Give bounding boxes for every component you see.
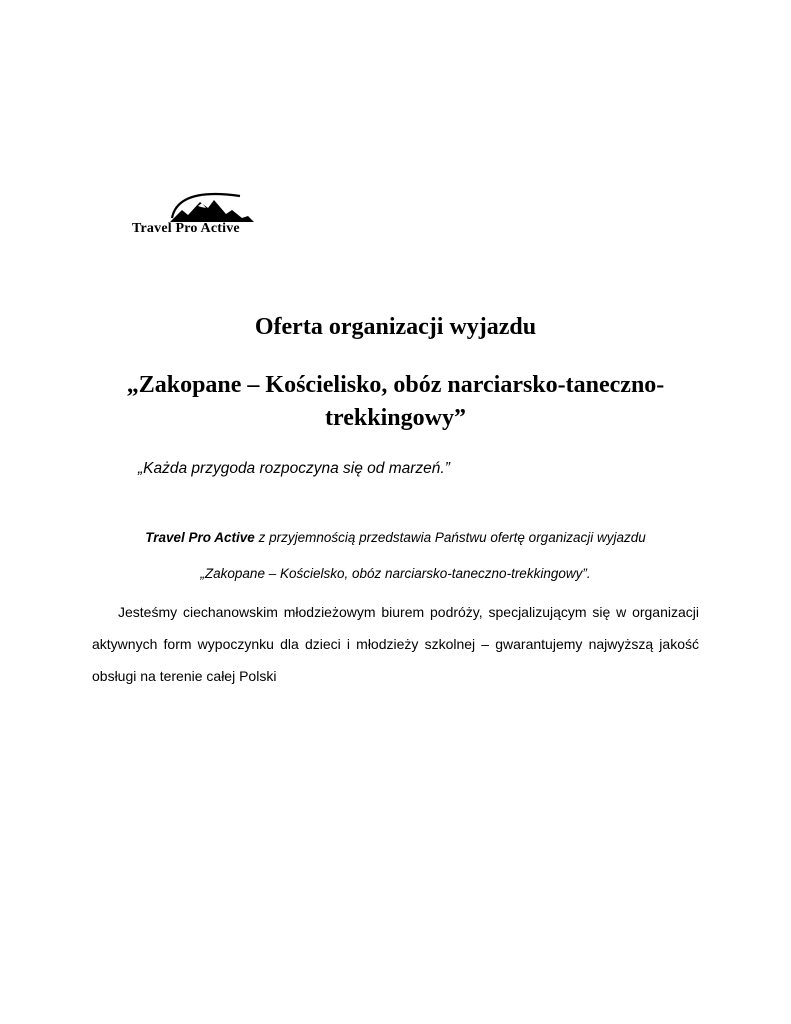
- body-paragraph: Jesteśmy ciechanowskim młodzieżowym biurem podróży, specjalizującym się w organizacji aktywnych form wypoczynku dla dzieci i młodzieży szkolnej – gwarantujemy najwyższą jakość obsługi na terenie całej Polski: [92, 604, 699, 684]
- mountain-logo-icon: [168, 188, 256, 224]
- intro-text: z przyjemnością przedstawia Państwu ofertę organizacji wyjazdu: [254, 530, 646, 545]
- trip-title: „Zakopane – Kościelisko, obóz narciarsko-taneczno-trekkingowy”: [126, 372, 665, 431]
- intro-brand: Travel Pro Active: [145, 530, 255, 545]
- company-logo: [132, 188, 297, 240]
- logo-text: Travel Pro Active: [132, 221, 240, 236]
- offer-title: Oferta organizacji wyjazdu: [254, 314, 537, 340]
- motto: „Każda przygoda rozpoczyna się od marzeń.”: [138, 460, 450, 477]
- intro-trip-name: „Zakopane – Kościelsko, obóz narciarsko-taneczno-trekkingowy”.: [200, 566, 591, 581]
- intro-line: [0, 530, 791, 545]
